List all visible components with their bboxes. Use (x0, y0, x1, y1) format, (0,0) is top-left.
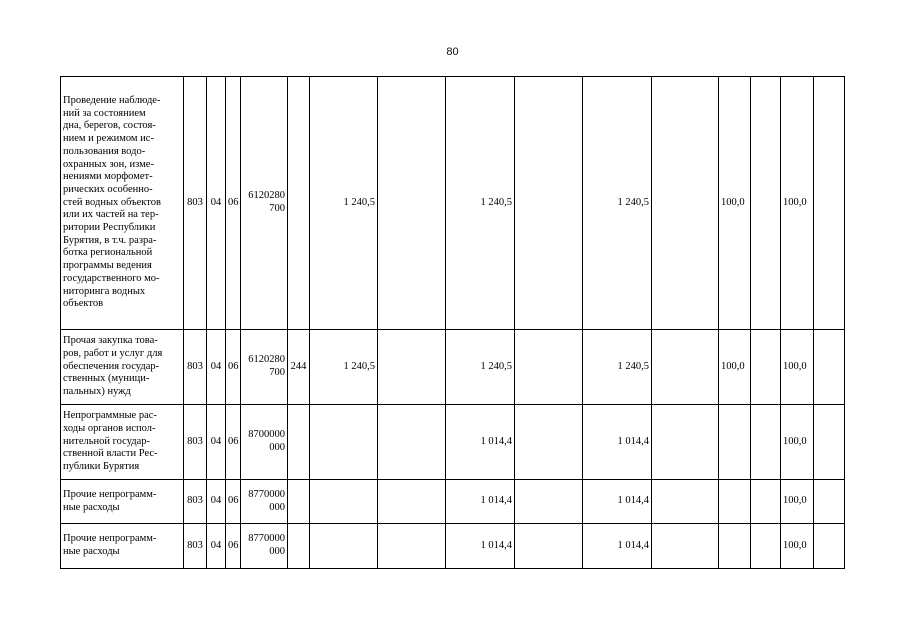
empty-cell (378, 480, 446, 524)
empty-cell (652, 405, 719, 480)
subsection-code: 06 (226, 524, 241, 569)
executed-value: 1 240,5 (583, 330, 652, 405)
ministry-code: 803 (184, 480, 207, 524)
empty-cell (378, 405, 446, 480)
section-code: 04 (207, 77, 226, 330)
row-name: Непрограммные рас- ходы органов испол- нительной государ- ственной власти Рес- публики Бурятия (61, 405, 184, 480)
table-row (61, 405, 845, 480)
plan-revised-value: 1 014,4 (446, 480, 515, 524)
empty-cell (515, 524, 583, 569)
section-code: 04 (207, 405, 226, 480)
row-name: Прочие непрограмм- ные расходы (61, 524, 184, 569)
empty-cell (751, 77, 781, 330)
subsection-code: 06 (226, 330, 241, 405)
table-row (61, 77, 845, 330)
executed-value: 1 014,4 (583, 524, 652, 569)
section-code: 04 (207, 330, 226, 405)
empty-cell (515, 77, 583, 330)
percent-revised: 100,0 (781, 330, 814, 405)
plan-revised-value: 1 240,5 (446, 330, 515, 405)
empty-cell (652, 480, 719, 524)
subsection-code: 06 (226, 77, 241, 330)
target-article-code: 8700000 000 (241, 405, 288, 480)
plan-initial-value: 1 240,5 (310, 77, 378, 330)
table-row (61, 330, 845, 405)
executed-value: 1 014,4 (583, 405, 652, 480)
percent-revised: 100,0 (781, 405, 814, 480)
page-number: 80 (446, 46, 459, 58)
percent-revised: 100,0 (781, 77, 814, 330)
table-row (61, 524, 845, 569)
empty-cell (652, 330, 719, 405)
subsection-code: 06 (226, 405, 241, 480)
expense-type-code (288, 480, 310, 524)
row-name: Прочие непрограмм- ные расходы (61, 480, 184, 524)
percent-revised: 100,0 (781, 524, 814, 569)
table-row (61, 480, 845, 524)
empty-cell (652, 77, 719, 330)
empty-cell (378, 77, 446, 330)
empty-cell (378, 524, 446, 569)
empty-cell (515, 405, 583, 480)
empty-cell (751, 330, 781, 405)
section-code: 04 (207, 524, 226, 569)
plan-initial-value (310, 480, 378, 524)
empty-cell (652, 524, 719, 569)
ministry-code: 803 (184, 524, 207, 569)
percent-initial (719, 480, 751, 524)
empty-cell (515, 480, 583, 524)
plan-revised-value: 1 014,4 (446, 405, 515, 480)
percent-revised: 100,0 (781, 480, 814, 524)
plan-initial-value (310, 524, 378, 569)
ministry-code: 803 (184, 405, 207, 480)
plan-revised-value: 1 240,5 (446, 77, 515, 330)
empty-cell (814, 77, 845, 330)
expense-type-code (288, 77, 310, 330)
empty-cell (814, 480, 845, 524)
empty-cell (814, 405, 845, 480)
target-article-code: 6120280 700 (241, 77, 288, 330)
empty-cell (814, 524, 845, 569)
section-code: 04 (207, 480, 226, 524)
plan-initial-value: 1 240,5 (310, 330, 378, 405)
row-name: Прочая закупка това- ров, работ и услуг для обеспечения государ- ственных (муници- пальных) нужд (61, 330, 184, 405)
empty-cell (751, 524, 781, 569)
target-article-code: 6120280 700 (241, 330, 288, 405)
empty-cell (515, 330, 583, 405)
ministry-code: 803 (184, 330, 207, 405)
executed-value: 1 014,4 (583, 480, 652, 524)
percent-initial (719, 524, 751, 569)
target-article-code: 8770000 000 (241, 524, 288, 569)
target-article-code: 8770000 000 (241, 480, 288, 524)
percent-initial (719, 405, 751, 480)
subsection-code: 06 (226, 480, 241, 524)
executed-value: 1 240,5 (583, 77, 652, 330)
empty-cell (378, 330, 446, 405)
percent-initial: 100,0 (719, 330, 751, 405)
ministry-code: 803 (184, 77, 207, 330)
empty-cell (751, 405, 781, 480)
percent-initial: 100,0 (719, 77, 751, 330)
budget-table (60, 76, 845, 569)
expense-type-code (288, 405, 310, 480)
expense-type-code (288, 524, 310, 569)
plan-initial-value (310, 405, 378, 480)
plan-revised-value: 1 014,4 (446, 524, 515, 569)
empty-cell (814, 330, 845, 405)
empty-cell (751, 480, 781, 524)
row-name: Проведение наблюде- ний за состоянием дна, берегов, состоя- нием и режимом ис- пользования водо- охранных зон, изме- нениями морфомет- рических особенно- стей водных объектов или их частей на тер- ритории Республики Бурятия, в т.ч. разра- ботка региональной программы ведения государственного мо- ниторинга водных объектов (61, 77, 184, 330)
expense-type-code: 244 (288, 330, 310, 405)
